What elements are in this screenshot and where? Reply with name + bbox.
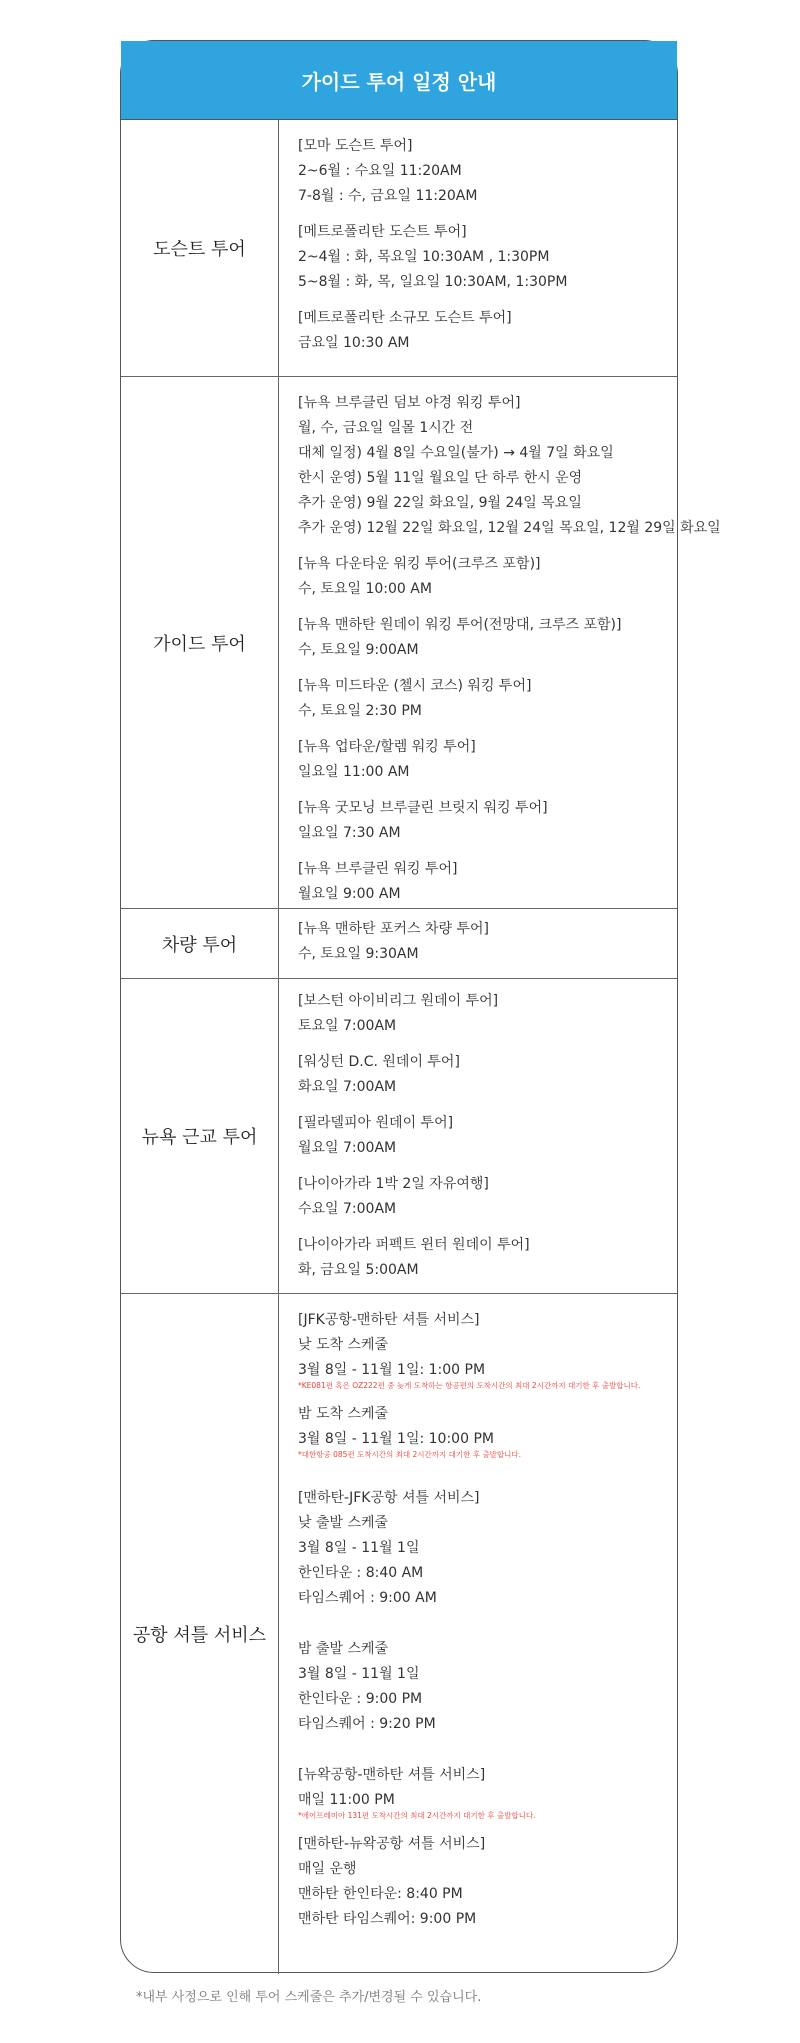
tour-block	[298, 391, 721, 541]
shuttle-block-manhattan-newark	[298, 1832, 677, 1932]
tour-schedule: 화요일 7:00AM	[298, 1079, 397, 1095]
section-shuttle	[121, 1294, 677, 1974]
shuttle-block-manhattan-jfk	[298, 1486, 677, 1611]
section-content-guide	[279, 377, 721, 908]
tour-schedule: 추가 운영) 12월 22일 화요일, 12월 24일 목요일, 12월 29일 화요일	[298, 520, 721, 536]
schedule-title: 가이드 투어 일정 안내	[121, 41, 677, 120]
tour-block	[298, 613, 721, 663]
tour-schedule: 한시 운영) 5월 11일 월요일 단 하루 한시 운영	[298, 470, 583, 486]
tour-schedule: 수, 토요일 10:00 AM	[298, 581, 432, 597]
tour-schedule: 월요일 9:00 AM	[298, 886, 401, 902]
tour-title: [JFK공항-맨하탄 셔틀 서비스]	[298, 1312, 480, 1328]
tour-schedule: 타임스퀘어 : 9:00 AM	[298, 1590, 437, 1606]
tour-block	[298, 1233, 677, 1283]
tour-schedule: 수, 토요일 9:30AM	[298, 946, 419, 962]
tour-block	[298, 735, 721, 785]
section-content-nearby	[279, 979, 677, 1293]
section-content-shuttle	[279, 1294, 677, 1974]
tour-schedule: 2~6월 : 수요일 11:20AM	[298, 163, 462, 179]
section-label-nearby: 뉴욕 근교 투어	[121, 979, 279, 1293]
tour-title: [보스턴 아이비리그 원데이 투어]	[298, 993, 499, 1009]
tour-schedule: 3월 8일 - 11월 1일	[298, 1540, 420, 1556]
tour-title: [뉴욕 브루클린 덤보 야경 워킹 투어]	[298, 395, 521, 411]
tour-schedule: 추가 운영) 9월 22일 화요일, 9월 24일 목요일	[298, 495, 582, 511]
tour-schedule: 3월 8일 - 11월 1일: 1:00 PM	[298, 1362, 486, 1378]
tour-title: [나이아가라 1박 2일 자유여행]	[298, 1176, 489, 1192]
tour-schedule: 5~8월 : 화, 목, 일요일 10:30AM, 1:30PM	[298, 274, 568, 290]
tour-block	[298, 796, 721, 846]
tour-block	[298, 917, 677, 967]
tour-block	[298, 134, 677, 209]
tour-schedule: 3월 8일 - 11월 1일	[298, 1666, 420, 1682]
tour-title: [메트로폴리탄 도슨트 투어]	[298, 224, 467, 240]
tour-title: [나이아가라 퍼펙트 윈터 원데이 투어]	[298, 1237, 530, 1253]
section-content-vehicle	[279, 909, 677, 978]
tour-schedule: 맨하탄 타임스퀘어: 9:00 PM	[298, 1911, 477, 1927]
tour-schedule: 수, 토요일 2:30 PM	[298, 703, 422, 719]
tour-schedule: 한인타운 : 9:00 PM	[298, 1691, 423, 1707]
shuttle-block-newark-manhattan	[298, 1763, 677, 1821]
tour-block	[298, 552, 721, 602]
shuttle-block-jfk-manhattan	[298, 1308, 677, 1391]
tour-title: [뉴욕 맨하탄 원데이 워킹 투어(전망대, 크루즈 포함)]	[298, 617, 622, 633]
tour-schedule: 3월 8일 - 11월 1일: 10:00 PM	[298, 1431, 494, 1447]
tour-block	[298, 1111, 677, 1161]
tour-title: [뉴욕 미드타운 (첼시 코스) 워킹 투어]	[298, 678, 532, 694]
tour-title: [뉴욕 업타운/할렘 워킹 투어]	[298, 739, 476, 755]
tour-block	[298, 1050, 677, 1100]
section-content-docent	[279, 120, 677, 376]
tour-schedule: 수, 토요일 9:00AM	[298, 642, 419, 658]
shuttle-block-night-departure	[298, 1637, 677, 1737]
tour-schedule: 타임스퀘어 : 9:20 PM	[298, 1716, 436, 1732]
tour-schedule: 일요일 11:00 AM	[298, 764, 410, 780]
tour-title: [뉴욕 브루클린 워킹 투어]	[298, 861, 458, 877]
tour-schedule: 2~4월 : 화, 목요일 10:30AM , 1:30PM	[298, 249, 550, 265]
tour-schedule: 대체 일정) 4월 8일 수요일(불가) → 4월 7일 화요일	[298, 445, 614, 461]
tour-title: [뉴욕 굿모닝 브루클린 브릿지 워킹 투어]	[298, 800, 548, 816]
schedule-label: 낮 출발 스케줄	[298, 1515, 389, 1531]
tour-title: [맨하탄-JFK공항 셔틀 서비스]	[298, 1490, 480, 1506]
schedule-label: 낮 도착 스케줄	[298, 1337, 389, 1353]
tour-schedule: 한인타운 : 8:40 AM	[298, 1565, 424, 1581]
shuttle-block-night	[298, 1402, 677, 1460]
tour-schedule: 일요일 7:30 AM	[298, 825, 401, 841]
tour-schedule: 금요일 10:30 AM	[298, 335, 410, 351]
schedule-label: 밤 도착 스케줄	[298, 1406, 389, 1422]
tour-schedule: 월, 수, 금요일 일몰 1시간 전	[298, 420, 474, 436]
tour-block	[298, 674, 721, 724]
tour-title: [맨하탄-뉴왁공항 셔틀 서비스]	[298, 1836, 486, 1852]
tour-schedule: 7-8월 : 수, 금요일 11:20AM	[298, 188, 478, 204]
tour-title: [메트로폴리탄 소규모 도슨트 투어]	[298, 310, 512, 326]
section-label-shuttle: 공항 셔틀 서비스	[121, 1294, 279, 1974]
section-docent	[121, 120, 677, 377]
section-vehicle	[121, 909, 677, 979]
tour-title: [뉴왁공항-맨하탄 셔틀 서비스]	[298, 1767, 486, 1783]
tour-block	[298, 220, 677, 295]
tour-schedule: 매일 운행	[298, 1861, 357, 1877]
schedule-card	[120, 40, 721, 1973]
section-label-guide: 가이드 투어	[121, 377, 279, 908]
tour-title: [모마 도슨트 투어]	[298, 138, 413, 154]
tour-schedule: 토요일 7:00AM	[298, 1018, 397, 1034]
tour-title: [필라델피아 원데이 투어]	[298, 1115, 454, 1131]
footer-note: *내부 사정으로 인해 투어 스케줄은 추가/변경될 수 있습니다.	[136, 1990, 482, 2005]
tour-block	[298, 306, 677, 356]
tour-block	[298, 989, 677, 1039]
tour-schedule: 화, 금요일 5:00AM	[298, 1262, 419, 1278]
tour-block	[298, 1172, 677, 1222]
section-label-docent: 도슨트 투어	[121, 120, 279, 376]
tour-title: [워싱턴 D.C. 원데이 투어]	[298, 1054, 460, 1070]
tour-schedule: 맨하탄 한인타운: 8:40 PM	[298, 1886, 463, 1902]
tour-schedule: 매일 11:00 PM	[298, 1792, 395, 1808]
section-label-vehicle: 차량 투어	[121, 909, 279, 978]
section-nearby	[121, 979, 677, 1294]
tour-schedule: 월요일 7:00AM	[298, 1140, 397, 1156]
tour-title: [뉴욕 맨하탄 포커스 차량 투어]	[298, 921, 490, 937]
tour-schedule: 수요일 7:00AM	[298, 1201, 397, 1217]
shuttle-note: *대한항공 085편 도착시간의 최대 2시간까지 대기한 후 출발합니다.	[298, 1450, 522, 1459]
shuttle-note: *KE081편 혹은 OZ222편 중 늦게 도착하는 항공편의 도착시간의 최대 2시간까지 대기한 후 출발합니다.	[298, 1381, 641, 1390]
tour-title: [뉴욕 다운타운 워킹 투어(크루즈 포함)]	[298, 556, 541, 572]
section-guide	[121, 377, 721, 909]
shuttle-note: *에어프레미아 131편 도착시간의 최대 2시간까지 대기한 후 출발합니다.	[298, 1811, 536, 1820]
tour-block	[298, 857, 721, 907]
schedule-label: 밤 출발 스케줄	[298, 1641, 389, 1657]
